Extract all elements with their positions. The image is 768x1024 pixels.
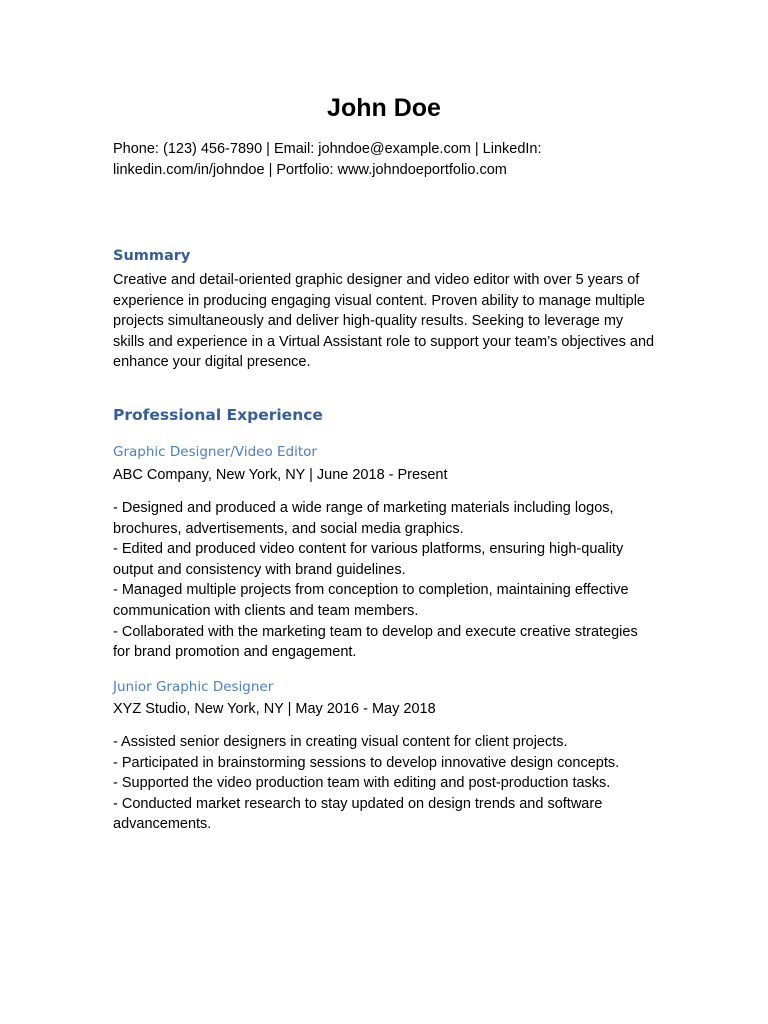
job-title: Graphic Designer/Video Editor	[113, 444, 317, 460]
summary-text: Creative and detail-oriented graphic designer and video editor with over 5 years of experience in producing engaging visual content. Proven ability to manage multiple projects simultaneously and deliver high-quality results. Seeking to leverage my skills and experience in a Virtual Assistant role to support your team’s objectives and enhance your digital presence.	[113, 272, 655, 371]
resume-name: John Doe	[327, 94, 441, 122]
job-bullet: - Edited and produced video content for various platforms, ensuring high-quality output and consistency with brand guidelines.	[113, 541, 624, 578]
experience-heading: Professional Experience	[113, 406, 323, 424]
job-bullet: - Participated in brainstorming sessions to develop innovative design concepts.	[113, 754, 620, 771]
contact-line: linkedin.com/in/johndoe | Portfolio: www.johndoeportfolio.com	[113, 161, 507, 178]
job-title: Junior Graphic Designer	[113, 679, 274, 695]
job-meta: XYZ Studio, New York, NY | May 2016 - May 2018	[113, 701, 436, 717]
job-bullets	[113, 498, 658, 663]
job-bullet: - Assisted senior designers in creating visual content for client projects.	[113, 734, 568, 750]
job-bullet: - Managed multiple projects from conception to completion, maintaining effective communication with clients and team members.	[113, 582, 629, 619]
job-bullets	[113, 732, 658, 835]
job-meta: ABC Company, New York, NY | June 2018 - Present	[113, 467, 448, 483]
job-bullet: - Conducted market research to stay updated on design trends and software advancements.	[113, 795, 603, 833]
contact-info	[113, 139, 658, 180]
summary-heading: Summary	[113, 248, 191, 264]
contact-line: Phone: (123) 456-7890 | Email: johndoe@example.com | LinkedIn:	[113, 141, 542, 157]
job-bullet: - Designed and produced a wide range of marketing materials including logos, brochures, advertisements, and social media graphics.	[113, 500, 614, 537]
job-bullet: - Supported the video production team with editing and post-production tasks.	[113, 775, 611, 792]
job-bullet: - Collaborated with the marketing team to develop and execute creative strategies for brand promotion and engagement.	[113, 623, 638, 661]
